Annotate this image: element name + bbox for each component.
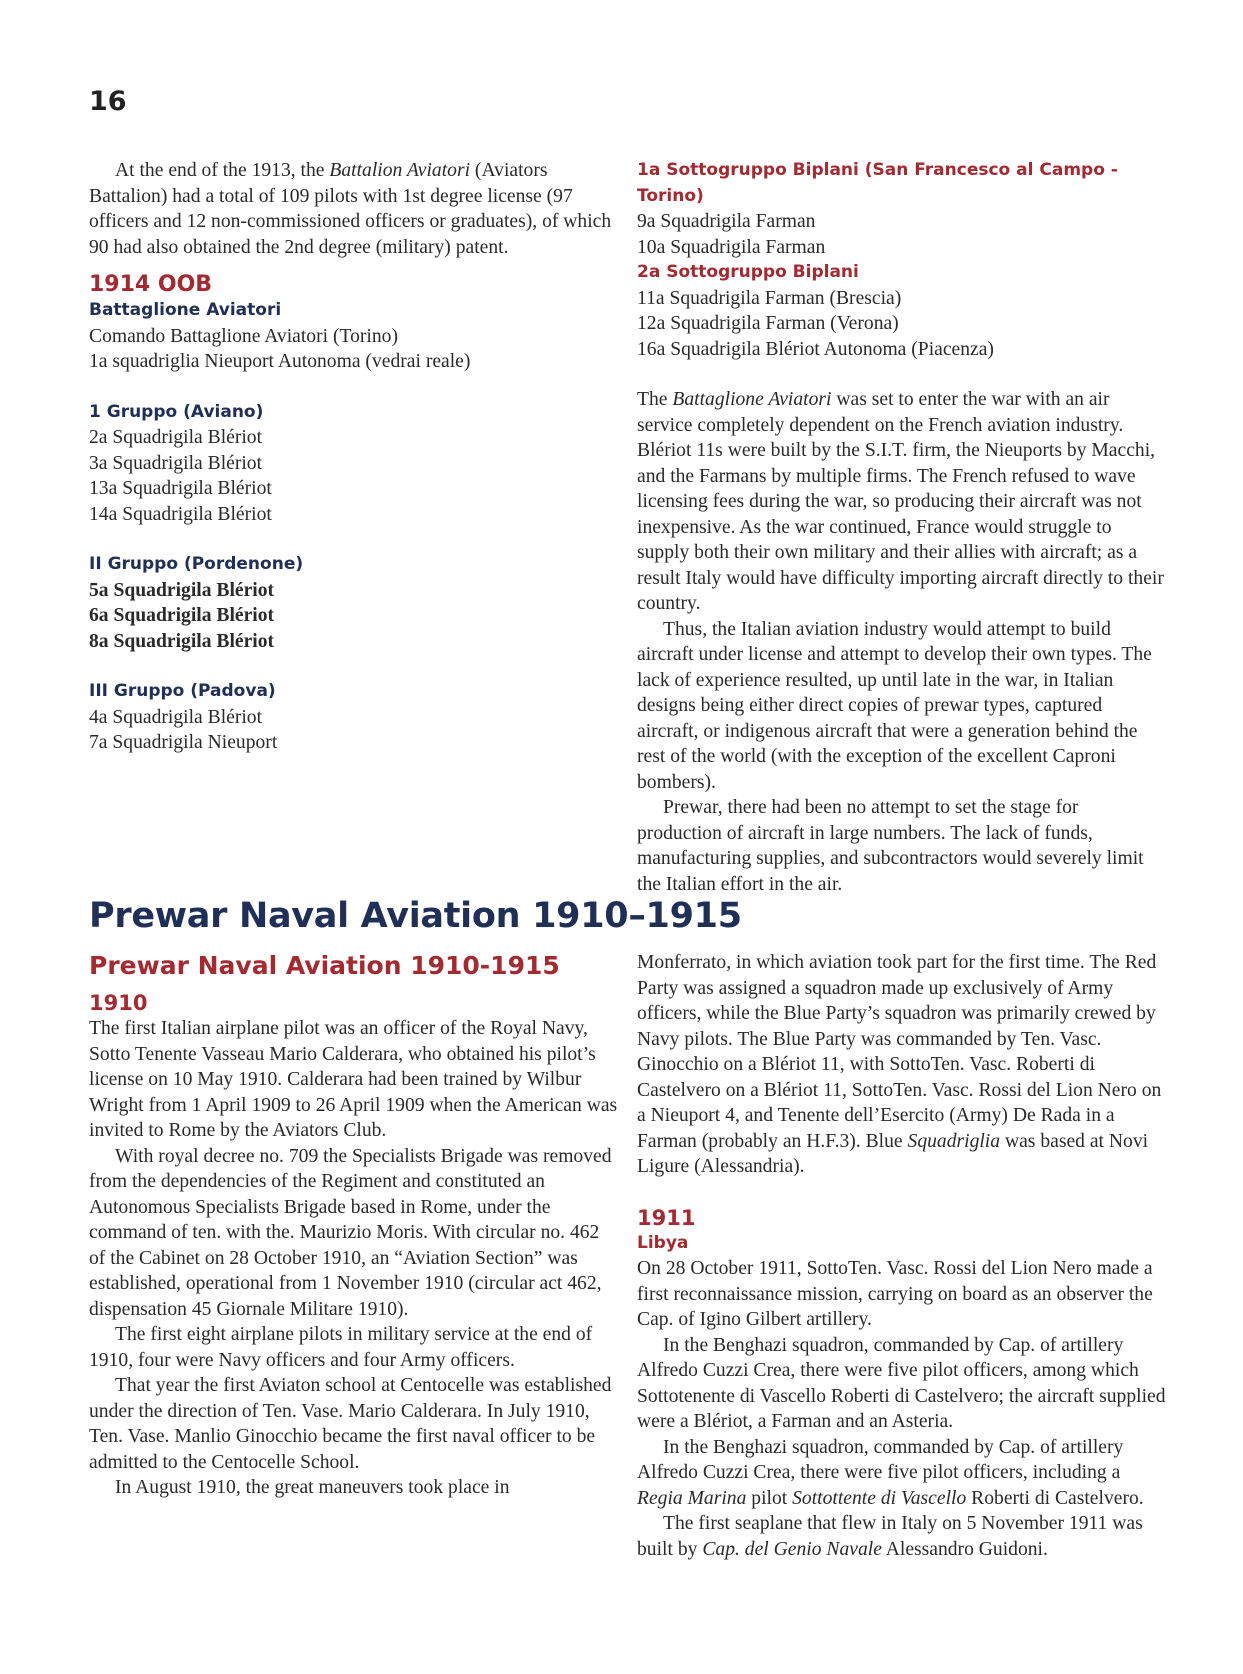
body-paragraph: With royal decree no. 709 the Specialists Brigade was removed from the dependencies of the Regiment and constituted an Autonomous Specialists Brigade based in Rome, under the command of ten. with the. Maurizio Moris. With circular no. 462 of the Cabinet on 28 October 1910, an “Aviation Section” was established, operational from 1 November 1910 (circular act 462, dispensation 45 Giornale Militare 1910). [89, 1145, 612, 1320]
body-paragraph [637, 1511, 1167, 1562]
squadron-line: 5a Squadrigila Blériot [89, 579, 275, 601]
para-text-end: Roberti di Castelvero. [966, 1487, 1144, 1509]
para-italic: Battaglione Aviatori [672, 389, 832, 410]
squadron-line: 10a Squadrigila Farman [637, 236, 826, 258]
oob-heading: 1914 OOB [89, 272, 213, 297]
oob-line: Comando Battaglione Aviatori (Torino) [89, 325, 398, 347]
para-italic: Sottottente di Vascello [792, 1487, 967, 1509]
group-heading: 1 Gruppo (Aviano) [89, 401, 264, 422]
para-text: The first seaplane that flew in Italy on 5 November 1911 was built by [637, 1513, 1143, 1560]
subgroup-heading: 2a Sottogruppo Biplani [637, 262, 859, 282]
body-paragraph: That year the first Aviaton school at Centocelle was established under the direction of Ten. Vase. Mario Calderara. In July 1910, Ten. Vase. Manlio Ginocchio became the first naval officer to be admitted to the Centocelle School. [89, 1375, 612, 1473]
para-text: The [637, 389, 673, 410]
squadron-line: 9a Squadrigila Farman [637, 211, 816, 232]
para-text-end: was based at Novi Ligure (Alessandria). [637, 1130, 1149, 1177]
body-paragraph: In the Benghazi squadron, commanded by Cap. of artillery Alfredo Cuzzi Crea, there were five pilot officers, among which Sottotenente di Vascello Roberti di Castelvero; the aircraft supplied were a Blériot, a Farman and an Asteria. [637, 1334, 1166, 1432]
body-paragraph: Prewar, there had been no attempt to set the stage for production of aircraft in large numbers. The lack of funds, manufacturing supplies, and subcontractors would severely limit the Italian effort in the air. [637, 797, 1144, 895]
left-top-column [89, 158, 614, 756]
oob-line: 1a squadriglia Nieuport Autonoma (vedrai reale) [89, 351, 471, 372]
squadron-line: 8a Squadrigila Blériot [89, 630, 275, 652]
body-paragraph: The first Italian airplane pilot was an officer of the Royal Navy, Sotto Tenente Vasseau Mario Calderara, who obtained his pilot’s license on 10 May 1910. Calderara had been trained by Wilbur Wright from 1 April 1909 to 26 April 1909 when the American was invited to Rome by the Aviators Club. [89, 1018, 618, 1141]
squadron-line: 11a Squadrigila Farman (Brescia) [637, 287, 902, 309]
intro-text: At the end of the 1913, the [115, 160, 330, 181]
body-paragraph: In August 1910, the great maneuvers took place in [115, 1477, 510, 1498]
para-text: pilot [746, 1487, 793, 1509]
squadron-line: 16a Squadrigila Blériot Autonoma (Piacenza) [637, 338, 994, 360]
group-heading: III Gruppo (Padova) [89, 681, 276, 701]
para-text-end: was set to enter the war with an air service completely dependent on the French aviation industry. Blériot 11s were built by the S.I.T. firm, the Nieuports by Macchi, and the Farmans by multiple firms. The French refused to wave licensing fees during the war, so producing their aircraft was not inexpensive. As the war continued, France would struggle to supply both their own military and their allies with aircraft; as a result Italy would have difficulty importing aircraft directly to their country. [637, 389, 1164, 614]
intro-text-end: (Aviators Battalion) had a total of 109 pilots with 1st degree license (97 officers and 12 non-commissioned officers or graduates), of which 90 had also obtained the 2nd degree (military) patent. [89, 160, 612, 258]
section-subtitle: Prewar Naval Aviation 1910-1915 [89, 951, 560, 980]
intro-italic: Battalion Aviatori [329, 160, 471, 181]
oob-subheading: Battaglione Aviatori [89, 300, 282, 320]
para-text: In the Benghazi squadron, commanded by Cap. of artillery Alfredo Cuzzi Crea, there were five pilot officers, including a [637, 1436, 1124, 1483]
para-italic: Regia Marina [637, 1487, 747, 1509]
para-text: Monferrato, in which aviation took part for the first time. The Red Party was assigned a squadron made up exclusively of Army officers, while the Blue Party’s squadron was primarily crewed by Navy pilots. The Blue Party was commanded by Ten. Vasc. Ginocchio on a Blériot 11, with SottoTen. Vasc. Roberti di Castelvero on a Blériot 11, SottoTen. Vasc. Rossi del Lion Nero on a Nieuport 4, and Tenente dell’Esercito (Army) De Rada in a Farman (probably an H.F.3). Blue [637, 952, 1162, 1152]
body-paragraph: Thus, the Italian aviation industry would attempt to build aircraft under license and attempt to develop their own types. The lack of experience resulted, up until late in the war, in Italian designs being either direct copies of prewar types, captured aircraft, or indigenous aircraft that were a generation behind the rest of the world (with the exception of the excellent Caproni bombers). [637, 618, 1152, 793]
subgroup-heading: 1a Sottogruppo Biplani (San Francesco al Campo - Torino) [637, 160, 1118, 206]
page-number: 16 [89, 86, 127, 117]
squadron-line: 12a Squadrigila Farman (Verona) [637, 313, 899, 334]
squadron-line: 13a Squadrigila Blériot [89, 478, 272, 499]
group-heading: II Gruppo (Pordenone) [89, 554, 304, 574]
right-top-column [637, 158, 1167, 897]
squadron-line: 14a Squadrigila Blériot [89, 503, 272, 525]
squadron-line: 4a Squadrigila Blériot [89, 706, 263, 728]
left-bottom-column [89, 950, 619, 1501]
body-paragraph: The first eight airplane pilots in military service at the end of 1910, four were Navy officers and four Army officers. [89, 1324, 593, 1371]
year-heading: 1911 [637, 1205, 696, 1230]
year-heading: 1910 [89, 991, 148, 1015]
intro-paragraph [89, 158, 614, 260]
body-paragraph [637, 387, 1167, 617]
section-title: Prewar Naval Aviation 1910–1915 [89, 896, 742, 936]
squadron-line: 7a Squadrigila Nieuport [89, 732, 278, 753]
squadron-line: 6a Squadrigila Blériot [89, 605, 275, 626]
para-italic: Squadriglia [907, 1130, 1001, 1152]
right-bottom-column [637, 950, 1167, 1562]
body-paragraph [637, 950, 1167, 1180]
body-paragraph: On 28 October 1911, SottoTen. Vasc. Rossi del Lion Nero made a first reconnaissance mission, carrying on board as an observer the Cap. of Igino Gilbert artillery. [637, 1258, 1153, 1330]
para-italic: Cap. del Genio Navale [702, 1538, 882, 1560]
place-heading: Libya [637, 1232, 689, 1253]
squadron-line: 3a Squadrigila Blériot [89, 452, 263, 474]
body-paragraph [637, 1435, 1167, 1512]
squadron-line: 2a Squadrigila Blériot [89, 427, 263, 448]
para-text-end: Alessandro Guidoni. [881, 1538, 1048, 1560]
